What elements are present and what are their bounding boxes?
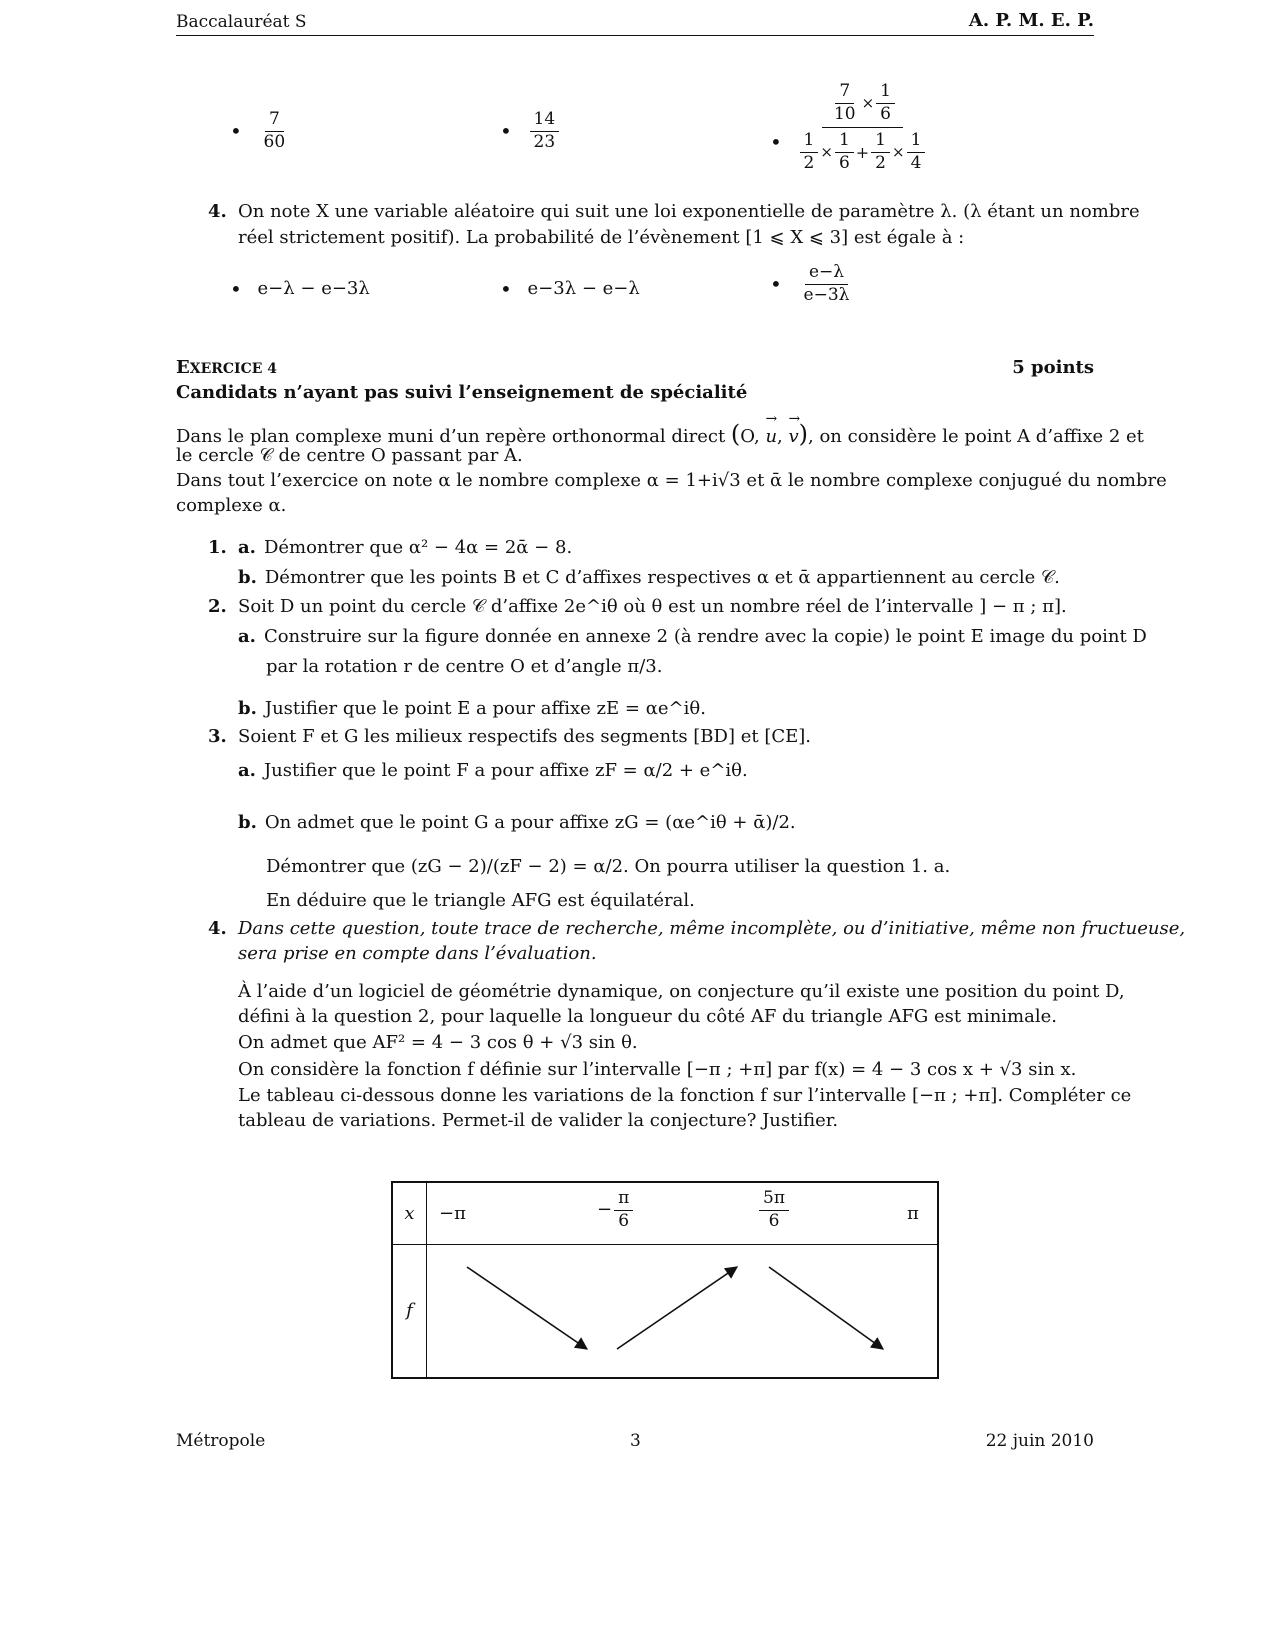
q3a: a. Justifier que le point F a pour affixe zF = α/2 + e^iθ. [238, 760, 748, 781]
decreasing-arrow [467, 1267, 587, 1349]
q4-line1: On note X une variable aléatoire qui suit une loi exponentielle de paramètre λ. (λ étant un nombre [238, 201, 1140, 222]
bullet-icon: • [230, 277, 242, 301]
header-rule [176, 35, 1094, 36]
q2-number: 2. [208, 596, 227, 617]
q1b: b. Démontrer que les points B et C d’affixes respectives α et ᾱ appartiennent au cercle 𝒞. [238, 567, 1060, 588]
q2b: b. Justifier que le point E a pour affixe zE = αe^iθ. [238, 698, 706, 719]
q4-option-3 [770, 263, 855, 305]
q4-text-2: défini à la question 2, pour laquelle la longueur du côté AF du triangle AFG est minimale. [238, 1006, 1057, 1027]
q3-number: 3. [208, 726, 227, 747]
q2a-line1: a. Construire sur la figure donnée en annexe 2 (à rendre avec la copie) le point E image du point D [238, 626, 1147, 647]
footer-left: Métropole [176, 1431, 266, 1451]
q4-option-1: • e−λ − e−3λ [230, 277, 370, 301]
q4-number: 4. [208, 201, 227, 222]
intro-line4: complexe α. [176, 495, 287, 516]
q4-text-4: On considère la fonction f définie sur l’intervalle [−π ; +π] par f(x) = 4 − 3 cos x + √3 sin x. [238, 1059, 1077, 1080]
q3-option-3 [770, 82, 927, 173]
header-left: Baccalauréat S [176, 12, 307, 32]
bullet-icon: • [500, 119, 512, 144]
q3b-line2: Démontrer que (zG − 2)/(zF − 2) = α/2. On pourra utiliser la question 1. a. [266, 856, 951, 877]
exercise-subtitle: Candidats n’ayant pas suivi l’enseignement de spécialité [176, 382, 748, 403]
intro-line2: le cercle 𝒞 de centre O passant par A. [176, 445, 523, 466]
q4-option-2: • e−3λ − e−λ [500, 277, 640, 301]
header-right: A. P. M. E. P. [968, 10, 1094, 31]
q1a: a. Démontrer que α² − 4α = 2ᾱ − 8. [238, 537, 573, 558]
q4-text-1: À l’aide d’un logiciel de géométrie dynamique, on conjecture qu’il existe une position du point D, [238, 981, 1125, 1002]
q4-line2: réel strictement positif). La probabilité de l’évènement [1 ⩽ X ⩽ 3] est égale à : [238, 227, 965, 248]
decreasing-arrow [769, 1267, 883, 1349]
q3-option-1 [230, 110, 291, 152]
table-f-label: f [392, 1244, 427, 1378]
variation-table [391, 1181, 939, 1379]
fraction: $\frac{e-\lambda}{e-3\lambda}$ [803, 262, 850, 305]
table-f-variations [427, 1244, 939, 1378]
q4-instruction-1: Dans cette question, toute trace de recherche, même incomplète, ou d’initiative, même non fructueuse, [238, 918, 1186, 939]
fraction: $\frac{7}{60}$ [263, 109, 286, 152]
intro-line3: Dans tout l’exercice on note α le nombre complexe α = 1+i√3 et ᾱ le nombre complexe conjugué du nombre [176, 470, 1167, 491]
bullet-icon: • [500, 277, 512, 301]
q2-text: Soit D un point du cercle 𝒞 d’affixe 2e^iθ où θ est un nombre réel de l’intervalle ] − π ; π]. [238, 596, 1067, 617]
q4-text-6: tableau de variations. Permet-il de valider la conjecture? Justifier. [238, 1110, 839, 1131]
table-x-label: x [392, 1182, 427, 1244]
bullet-icon: • [230, 119, 242, 144]
q4-text-5: Le tableau ci-dessous donne les variations de la fonction f sur l’intervalle [−π ; +π]. Compléter ce [238, 1085, 1132, 1106]
q3b: b. On admet que le point G a pour affixe zG = (αe^iθ + ᾱ)/2. [238, 812, 796, 833]
intro-line1: Dans le plan complexe muni d’un repère orthonormal direct (O, → u, → v), on considère le point A d’affixe 2 et [176, 420, 1144, 448]
q4b-number: 4. [208, 918, 227, 939]
q4-text-3: On admet que AF² = 4 − 3 cos θ + √3 sin θ. [238, 1032, 638, 1053]
fraction: $\frac{14}{23}$ [530, 110, 560, 152]
q3b-line3: En déduire que le triangle AFG est équilatéral. [266, 890, 695, 911]
bullet-icon: • [770, 272, 782, 297]
footer-page-number: 3 [630, 1431, 641, 1451]
q4-instruction-2: sera prise en compte dans l’évaluation. [238, 943, 597, 964]
increasing-arrow [617, 1267, 737, 1349]
q3-text: Soient F et G les milieux respectifs des segments [BD] et [CE]. [238, 726, 811, 747]
bullet-icon: • [770, 130, 782, 154]
compound-fraction: $\frac{7}{10}$ × $\frac{1}{6}$ $\frac{1}{2}$ × $\frac{1}{6}$ + $\frac{1}{2}$ × $\frac{1}{4}$ [798, 82, 928, 173]
q3-option-2 [500, 110, 561, 152]
q1-number: 1. [208, 537, 227, 558]
variation-arrows [427, 1245, 937, 1377]
footer-right: 22 juin 2010 [985, 1431, 1094, 1451]
q2a-line2: par la rotation r de centre O et d’angle π/3. [266, 656, 663, 677]
exercise-points: 5 points [1012, 357, 1094, 378]
table-x-values: −π − $\frac{\pi}{6}$ $\frac{5\pi}{6}$ π [427, 1182, 939, 1244]
exercise-title: EXERCICE 4 [176, 357, 278, 378]
